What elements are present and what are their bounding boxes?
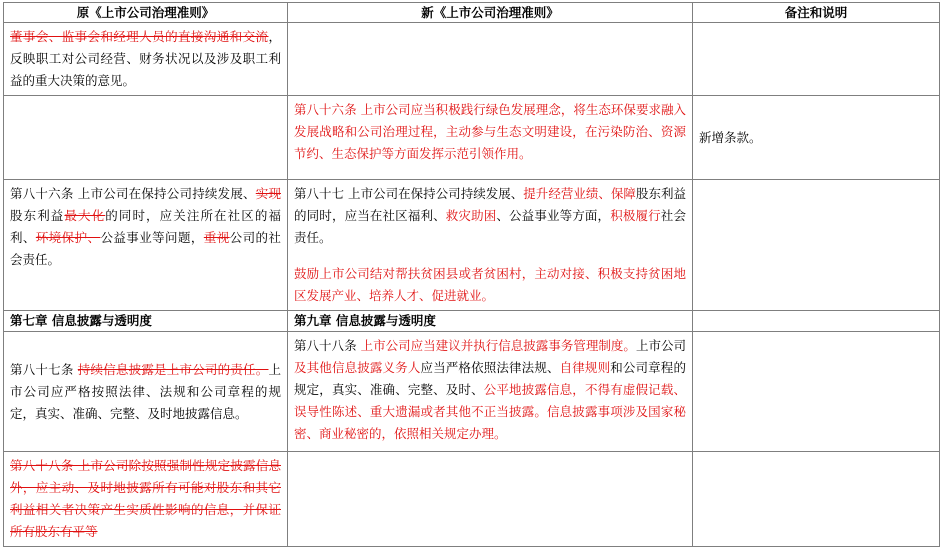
old-text: 第八十七条 — [10, 361, 78, 377]
new-cell — [288, 96, 693, 180]
new-cell — [288, 180, 693, 311]
new-text: 社会责任。 — [294, 208, 686, 245]
table-row — [4, 452, 940, 547]
notes-cell — [693, 180, 940, 311]
new-text: 应当严格依照法律法规、 — [420, 360, 560, 375]
added-text: 救灾助困 — [445, 208, 497, 223]
new-cell — [288, 452, 693, 547]
new-paragraph-2: 鼓励上市公司结对帮扶贫困县或者贫困村，主动对接、积极支持贫困地区发展产业、培养人才、促进就业。 — [294, 266, 686, 303]
new-text: 和公司章程的规定，真实、准确、完整、及时、 — [294, 360, 686, 397]
added-text: 及其他信息披露义务人 — [294, 360, 421, 375]
deleted-text: 重视 — [203, 230, 230, 245]
comparison-table — [3, 2, 940, 547]
chapter-notes — [693, 311, 940, 332]
added-text: 公平地披露信息，不得有虚假记载、误导性陈述、重大遗漏或者其他不正当披露。信息披露事项涉及国家秘密、商业秘密的，依照相关规定办理。 — [294, 382, 686, 441]
table-row — [4, 332, 940, 452]
table-row — [4, 96, 940, 180]
old-cell — [4, 332, 288, 452]
chapter-old: 第七章 信息披露与透明度 — [4, 311, 288, 332]
old-cell — [4, 23, 288, 96]
header-notes: 备注和说明 — [693, 3, 940, 23]
new-cell — [288, 23, 693, 96]
new-text: 第八十七 上市公司在保持公司持续发展、 — [294, 186, 524, 201]
deleted-text: 最大化 — [64, 208, 106, 223]
notes-cell — [693, 96, 940, 180]
old-cell — [4, 452, 288, 547]
deleted-text: 环境保护、 — [35, 230, 101, 245]
old-text: 股东利益 — [10, 208, 65, 223]
header-new: 新《上市公司治理准则》 — [288, 3, 693, 23]
new-paragraph — [294, 183, 686, 249]
notes-cell — [693, 23, 940, 96]
header-row — [4, 3, 940, 23]
new-text: 上市公司 — [635, 338, 686, 353]
deleted-text: 实现 — [255, 186, 281, 201]
old-text: 公司的社会责任。 — [10, 230, 281, 267]
chapter-new: 第九章 信息披露与透明度 — [288, 311, 693, 332]
old-text: 第八十六条 上市公司在保持公司持续发展、 — [10, 186, 256, 201]
added-text: 提升经营业绩、保障 — [523, 186, 636, 201]
old-text: 上市公司应严格按照法律、法规和公司章程的规定，真实、准确、完整、及时地披露信息。 — [10, 361, 281, 421]
added-text: 自律规则 — [559, 360, 611, 375]
table-row — [4, 180, 940, 311]
notes-cell — [693, 332, 940, 452]
old-text: 公益事业等问题， — [100, 230, 204, 245]
old-cell — [4, 96, 288, 180]
new-text: 股东利益的同时，应当在社区福利、 — [294, 186, 686, 223]
old-text: 的同时，应关注所在社区的福利、 — [10, 208, 281, 245]
notes-cell — [693, 452, 940, 547]
old-cell — [4, 180, 288, 311]
deleted-text: 持续信息披露是上市公司的责任。 — [77, 361, 269, 377]
new-cell — [288, 332, 693, 452]
deleted-text: 第八十八条 上市公司除按照强制性规定披露信息外，应主动、及时地披露所有可能对股东和其它利益相关者决策产生实质性影响的信息，并保证所有股东有平等 — [10, 458, 281, 539]
old-text: ，反映职工对公司经营、财务状况以及涉及职工利益的重大决策的意见。 — [10, 29, 281, 88]
chapter-row — [4, 311, 940, 332]
new-text: 、公益事业等方面， — [496, 208, 611, 223]
new-text: 第八十六条 上市公司应当积极践行绿色发展理念，将生态环保要求融入发展战略和公司治理过程，主动参与生态文明建设，在污染防治、资源节约、生态保护等方面发挥示范引领作用。 — [294, 102, 686, 161]
table-row — [4, 23, 940, 96]
deleted-text: 董事会、监事会和经理人员的直接沟通和交流 — [10, 29, 269, 44]
new-text: 第八十八条 — [294, 338, 361, 353]
header-old: 原《上市公司治理准则》 — [4, 3, 288, 23]
note-text: 新增条款。 — [699, 129, 762, 145]
added-text: 积极履行 — [610, 208, 661, 223]
added-text: 上市公司应当建议并执行信息披露事务管理制度。 — [360, 338, 636, 353]
